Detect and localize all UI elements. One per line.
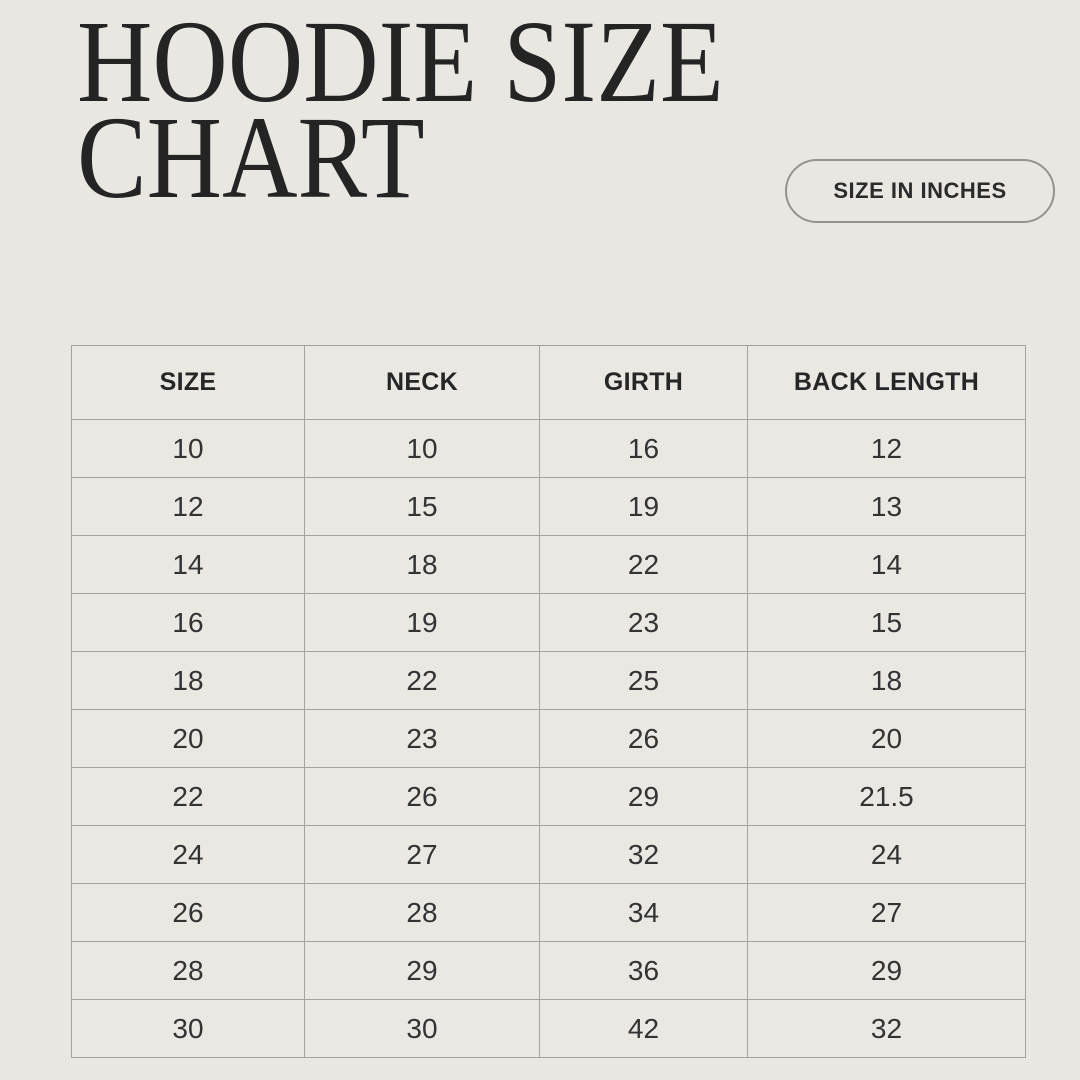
table-row: [72, 594, 1026, 652]
cell-neck: 23: [305, 710, 540, 768]
cell-back-length: 15: [748, 594, 1026, 652]
table-row: [72, 1000, 1026, 1058]
cell-neck: 22: [305, 652, 540, 710]
cell-girth: 34: [540, 884, 748, 942]
table-row: [72, 768, 1026, 826]
table-row: [72, 536, 1026, 594]
cell-girth: 29: [540, 768, 748, 826]
size-table-body: [72, 420, 1026, 1058]
size-unit-badge-label: SIZE IN INCHES: [833, 178, 1007, 203]
table-row: [72, 826, 1026, 884]
cell-back-length: 13: [748, 478, 1026, 536]
page-title-line-2: CHART: [77, 92, 425, 223]
table-row: [72, 942, 1026, 1000]
cell-neck: 19: [305, 594, 540, 652]
cell-neck: 26: [305, 768, 540, 826]
cell-back-length: 12: [748, 420, 1026, 478]
cell-back-length: 18: [748, 652, 1026, 710]
cell-size: 20: [72, 710, 305, 768]
cell-back-length: 24: [748, 826, 1026, 884]
cell-size: 22: [72, 768, 305, 826]
table-row: [72, 478, 1026, 536]
cell-back-length: 14: [748, 536, 1026, 594]
cell-neck: 18: [305, 536, 540, 594]
cell-girth: 22: [540, 536, 748, 594]
cell-size: 24: [72, 826, 305, 884]
cell-size: 10: [72, 420, 305, 478]
cell-neck: 30: [305, 1000, 540, 1058]
cell-back-length: 27: [748, 884, 1026, 942]
page-title: [77, 0, 724, 223]
size-table-header: [72, 346, 1026, 420]
cell-size: 18: [72, 652, 305, 710]
cell-back-length: 32: [748, 1000, 1026, 1058]
cell-size: 16: [72, 594, 305, 652]
cell-back-length: 21.5: [748, 768, 1026, 826]
cell-girth: 26: [540, 710, 748, 768]
table-row: [72, 710, 1026, 768]
cell-neck: 29: [305, 942, 540, 1000]
cell-girth: 42: [540, 1000, 748, 1058]
cell-size: 12: [72, 478, 305, 536]
cell-size: 30: [72, 1000, 305, 1058]
header-cell-size: SIZE: [72, 346, 305, 420]
table-row: [72, 652, 1026, 710]
table-row: [72, 884, 1026, 942]
cell-size: 14: [72, 536, 305, 594]
cell-girth: 19: [540, 478, 748, 536]
header-cell-girth: GIRTH: [540, 346, 748, 420]
cell-back-length: 20: [748, 710, 1026, 768]
table-header-row: [72, 346, 1026, 420]
size-unit-badge: [785, 159, 1055, 223]
header-cell-back-length: BACK LENGTH: [748, 346, 1026, 420]
cell-girth: 23: [540, 594, 748, 652]
page-title-line-1: HOODIE SIZE: [77, 0, 724, 127]
size-table: [71, 345, 1026, 1058]
table-row: [72, 420, 1026, 478]
cell-back-length: 29: [748, 942, 1026, 1000]
header-cell-neck: NECK: [305, 346, 540, 420]
cell-size: 28: [72, 942, 305, 1000]
cell-neck: 28: [305, 884, 540, 942]
cell-girth: 25: [540, 652, 748, 710]
cell-neck: 27: [305, 826, 540, 884]
cell-neck: 15: [305, 478, 540, 536]
cell-girth: 32: [540, 826, 748, 884]
cell-size: 26: [72, 884, 305, 942]
cell-neck: 10: [305, 420, 540, 478]
cell-girth: 36: [540, 942, 748, 1000]
cell-girth: 16: [540, 420, 748, 478]
